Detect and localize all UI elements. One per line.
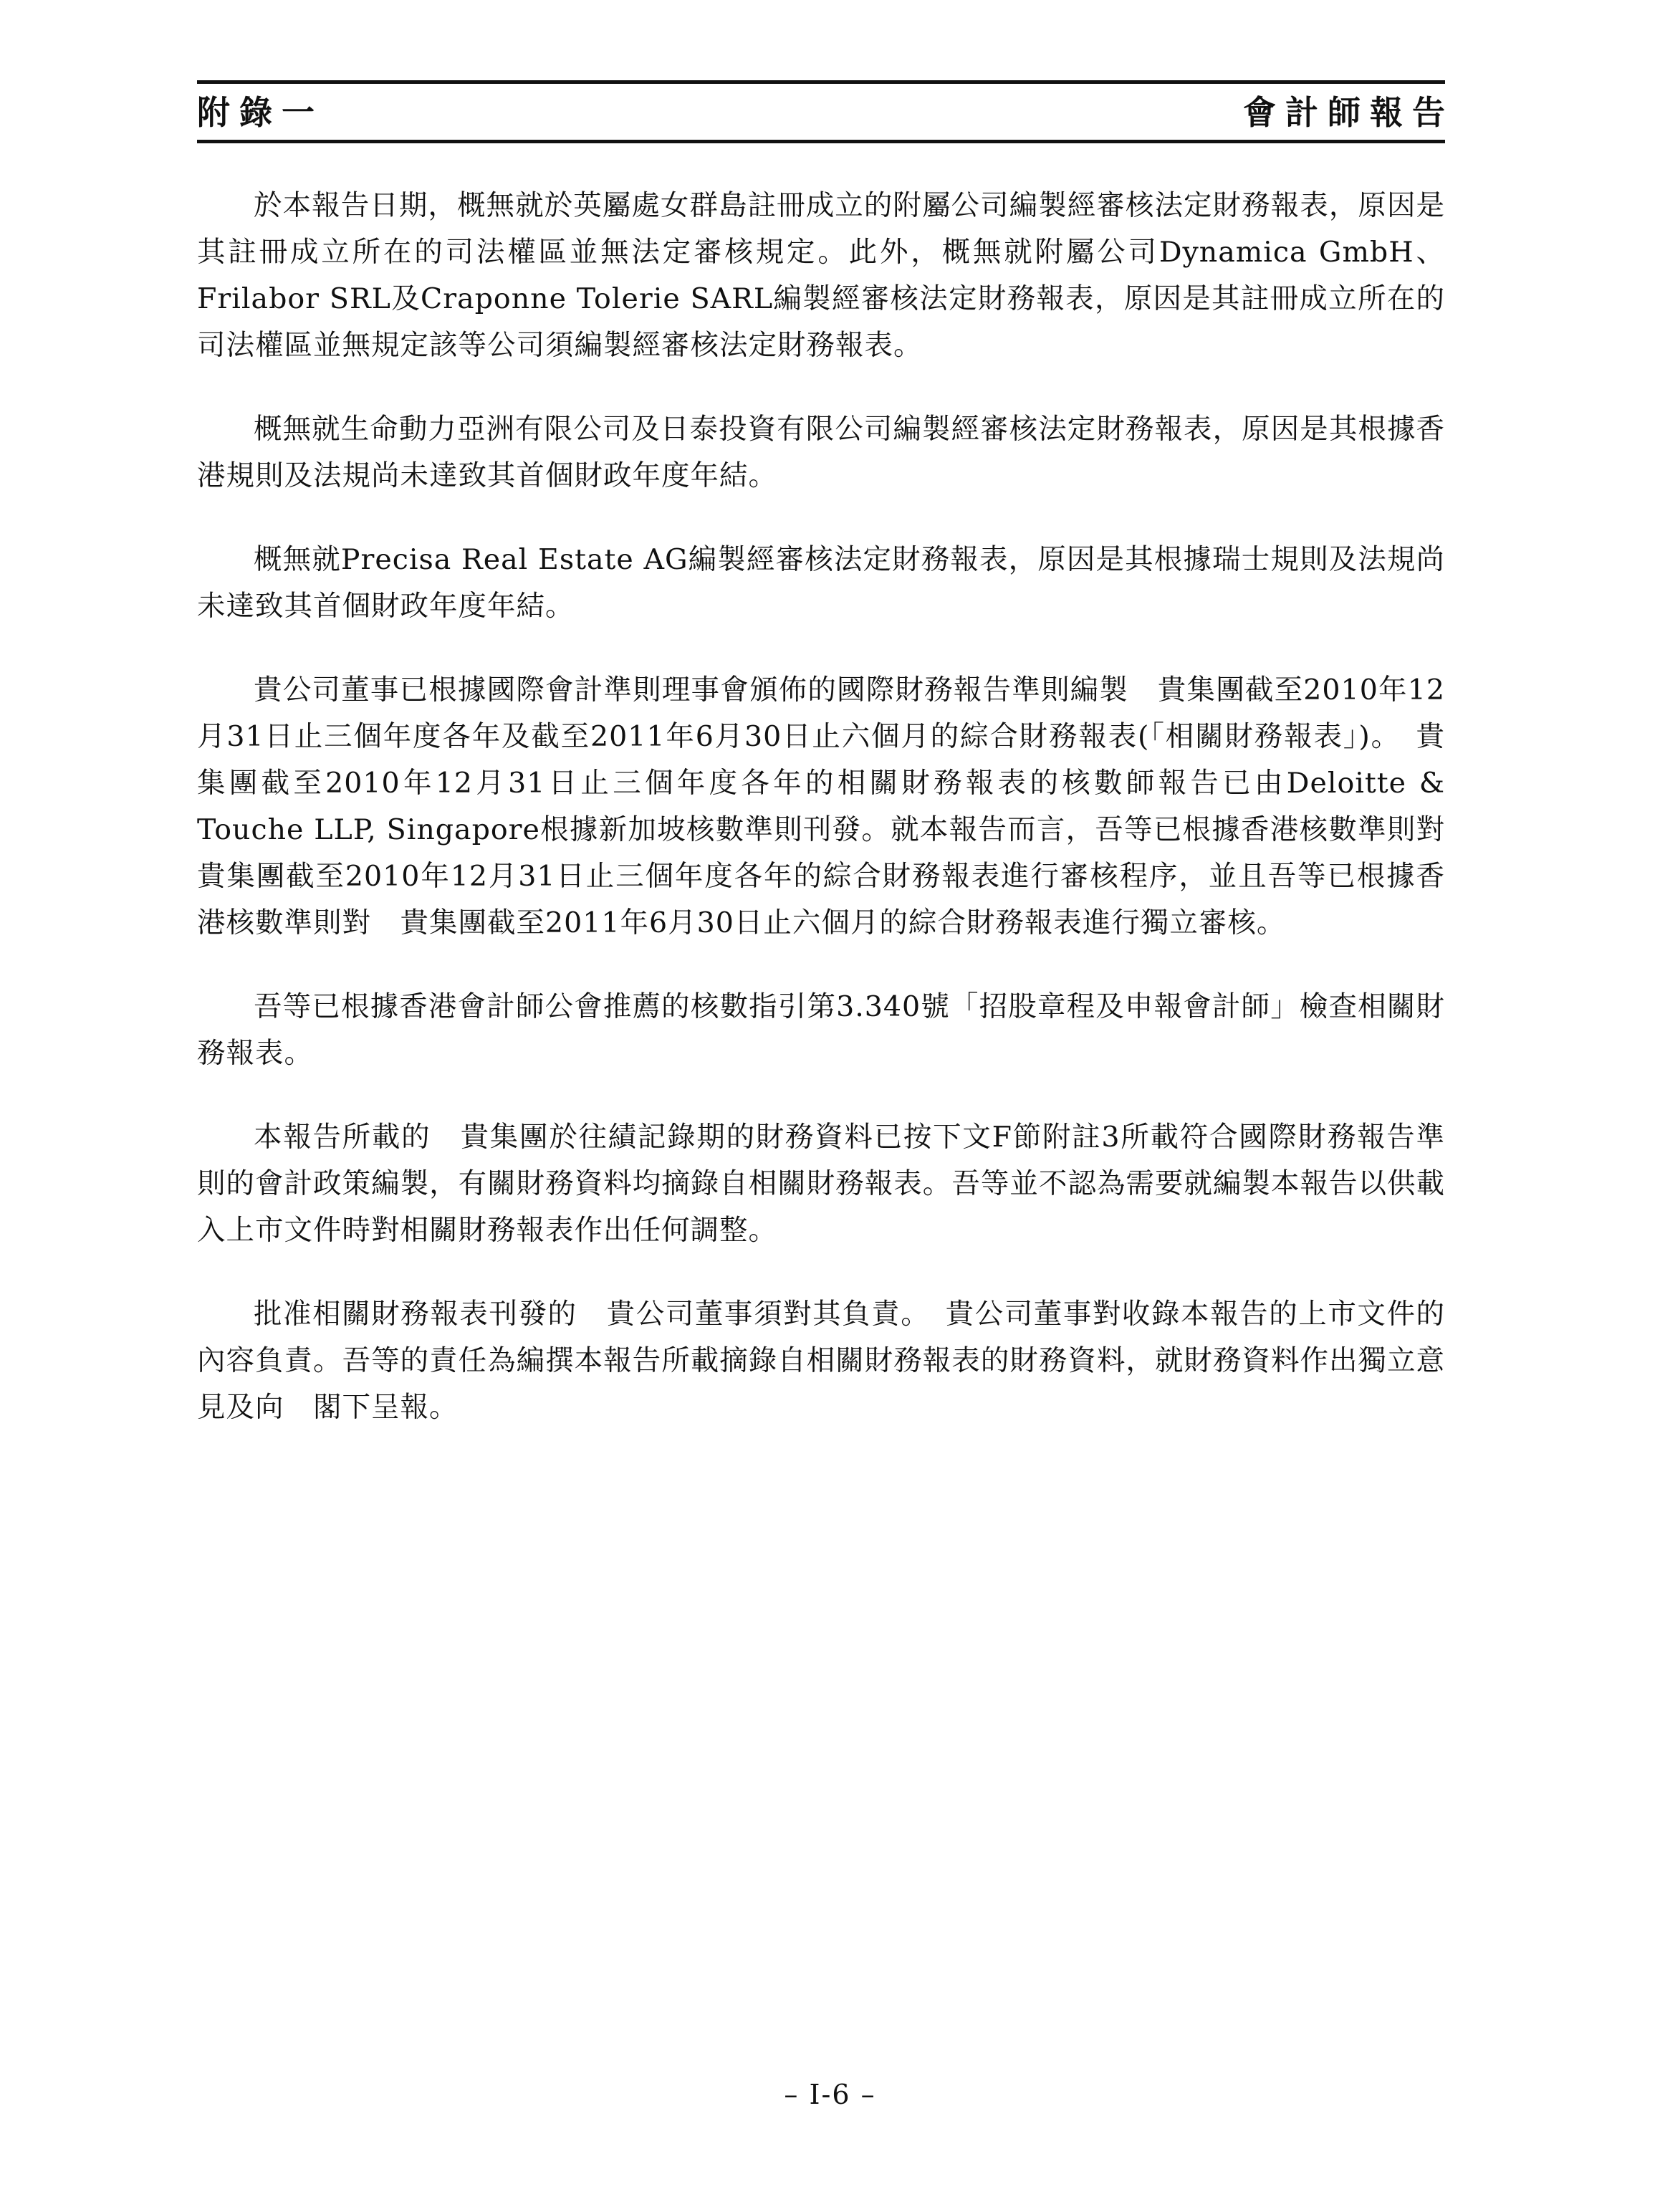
paragraph-responsibilities: 批准相關財務報表刊發的 貴公司董事須對其負責。 貴公司董事對收錄本報告的上市文件的內容負責。吾等的責任為編撰本報告所載摘錄自相關財務報表的財務資料，就財務資料作出獨立意見及向 閣下呈報。 [197, 1298, 1445, 1424]
report-body [197, 183, 1474, 1468]
paragraph-statutory-accounts-hk: 概無就生命動力亞洲有限公司及日泰投資有限公司編製經審核法定財務報表，原因是其根據香港規則及法規尚未達致其首個財政年度年結。 [197, 413, 1445, 492]
paragraph-statutory-accounts-bvi: 於本報告日期，概無就於英屬處女群島註冊成立的附屬公司編製經審核法定財務報表，原因是其註冊成立所在的司法權區並無法定審核規定。此外，概無就附屬公司Dynamica GmbH、Frilabor SRL及Craponne Tolerie SARL編製經審核法定財務報表，原因是其註冊成立所在的司法權區並無規定該等公司須編製經審核法定財務報表。 [197, 189, 1445, 362]
paragraph-basis-of-preparation: 本報告所載的 貴集團於往績記錄期的財務資料已按下文F節附註3所載符合國際財務報告準則的會計政策編製，有關財務資料均摘錄自相關財務報表。吾等並不認為需要就編製本報告以供載入上市文件時對相關財務報表作出任何調整。 [197, 1121, 1445, 1247]
section-title: 會計師報告 [1243, 93, 1454, 132]
paragraph-auditing-guideline: 吾等已根據香港會計師公會推薦的核數指引第3.340號「招股章程及申報會計師」檢查相關財務報表。 [197, 990, 1445, 1070]
page-header [197, 80, 1454, 143]
page-number: – I-6 – [784, 2079, 876, 2110]
appendix-title: 附錄一 [197, 93, 324, 132]
paragraph-underlying-financial-statements: 貴公司董事已根據國際會計準則理事會頒佈的國際財務報告準則編製 貴集團截至2010年12月31日止三個年度各年及截至2011年6月30日止六個月的綜合財務報表(「相關財務報表」)。 貴集團截至2010年12月31日止三個年度各年的相關財務報表的核數師報告已由Deloitte & Touche LLP, Singapore根據新加坡核數準則刊發。就本報告而言，吾等已根據香港核數準則對 貴集團截至2010年12月31日止三個年度各年的綜合財務報表進行審核程序，並且吾等已根據香港核數準則對 貴集團截至2011年6月30日止六個月的綜合財務報表進行獨立審核。 [197, 674, 1474, 939]
paragraph-statutory-accounts-swiss: 概無就Precisa Real Estate AG編製經審核法定財務報表，原因是其根據瑞士規則及法規尚未達致其首個財政年度年結。 [197, 543, 1445, 623]
